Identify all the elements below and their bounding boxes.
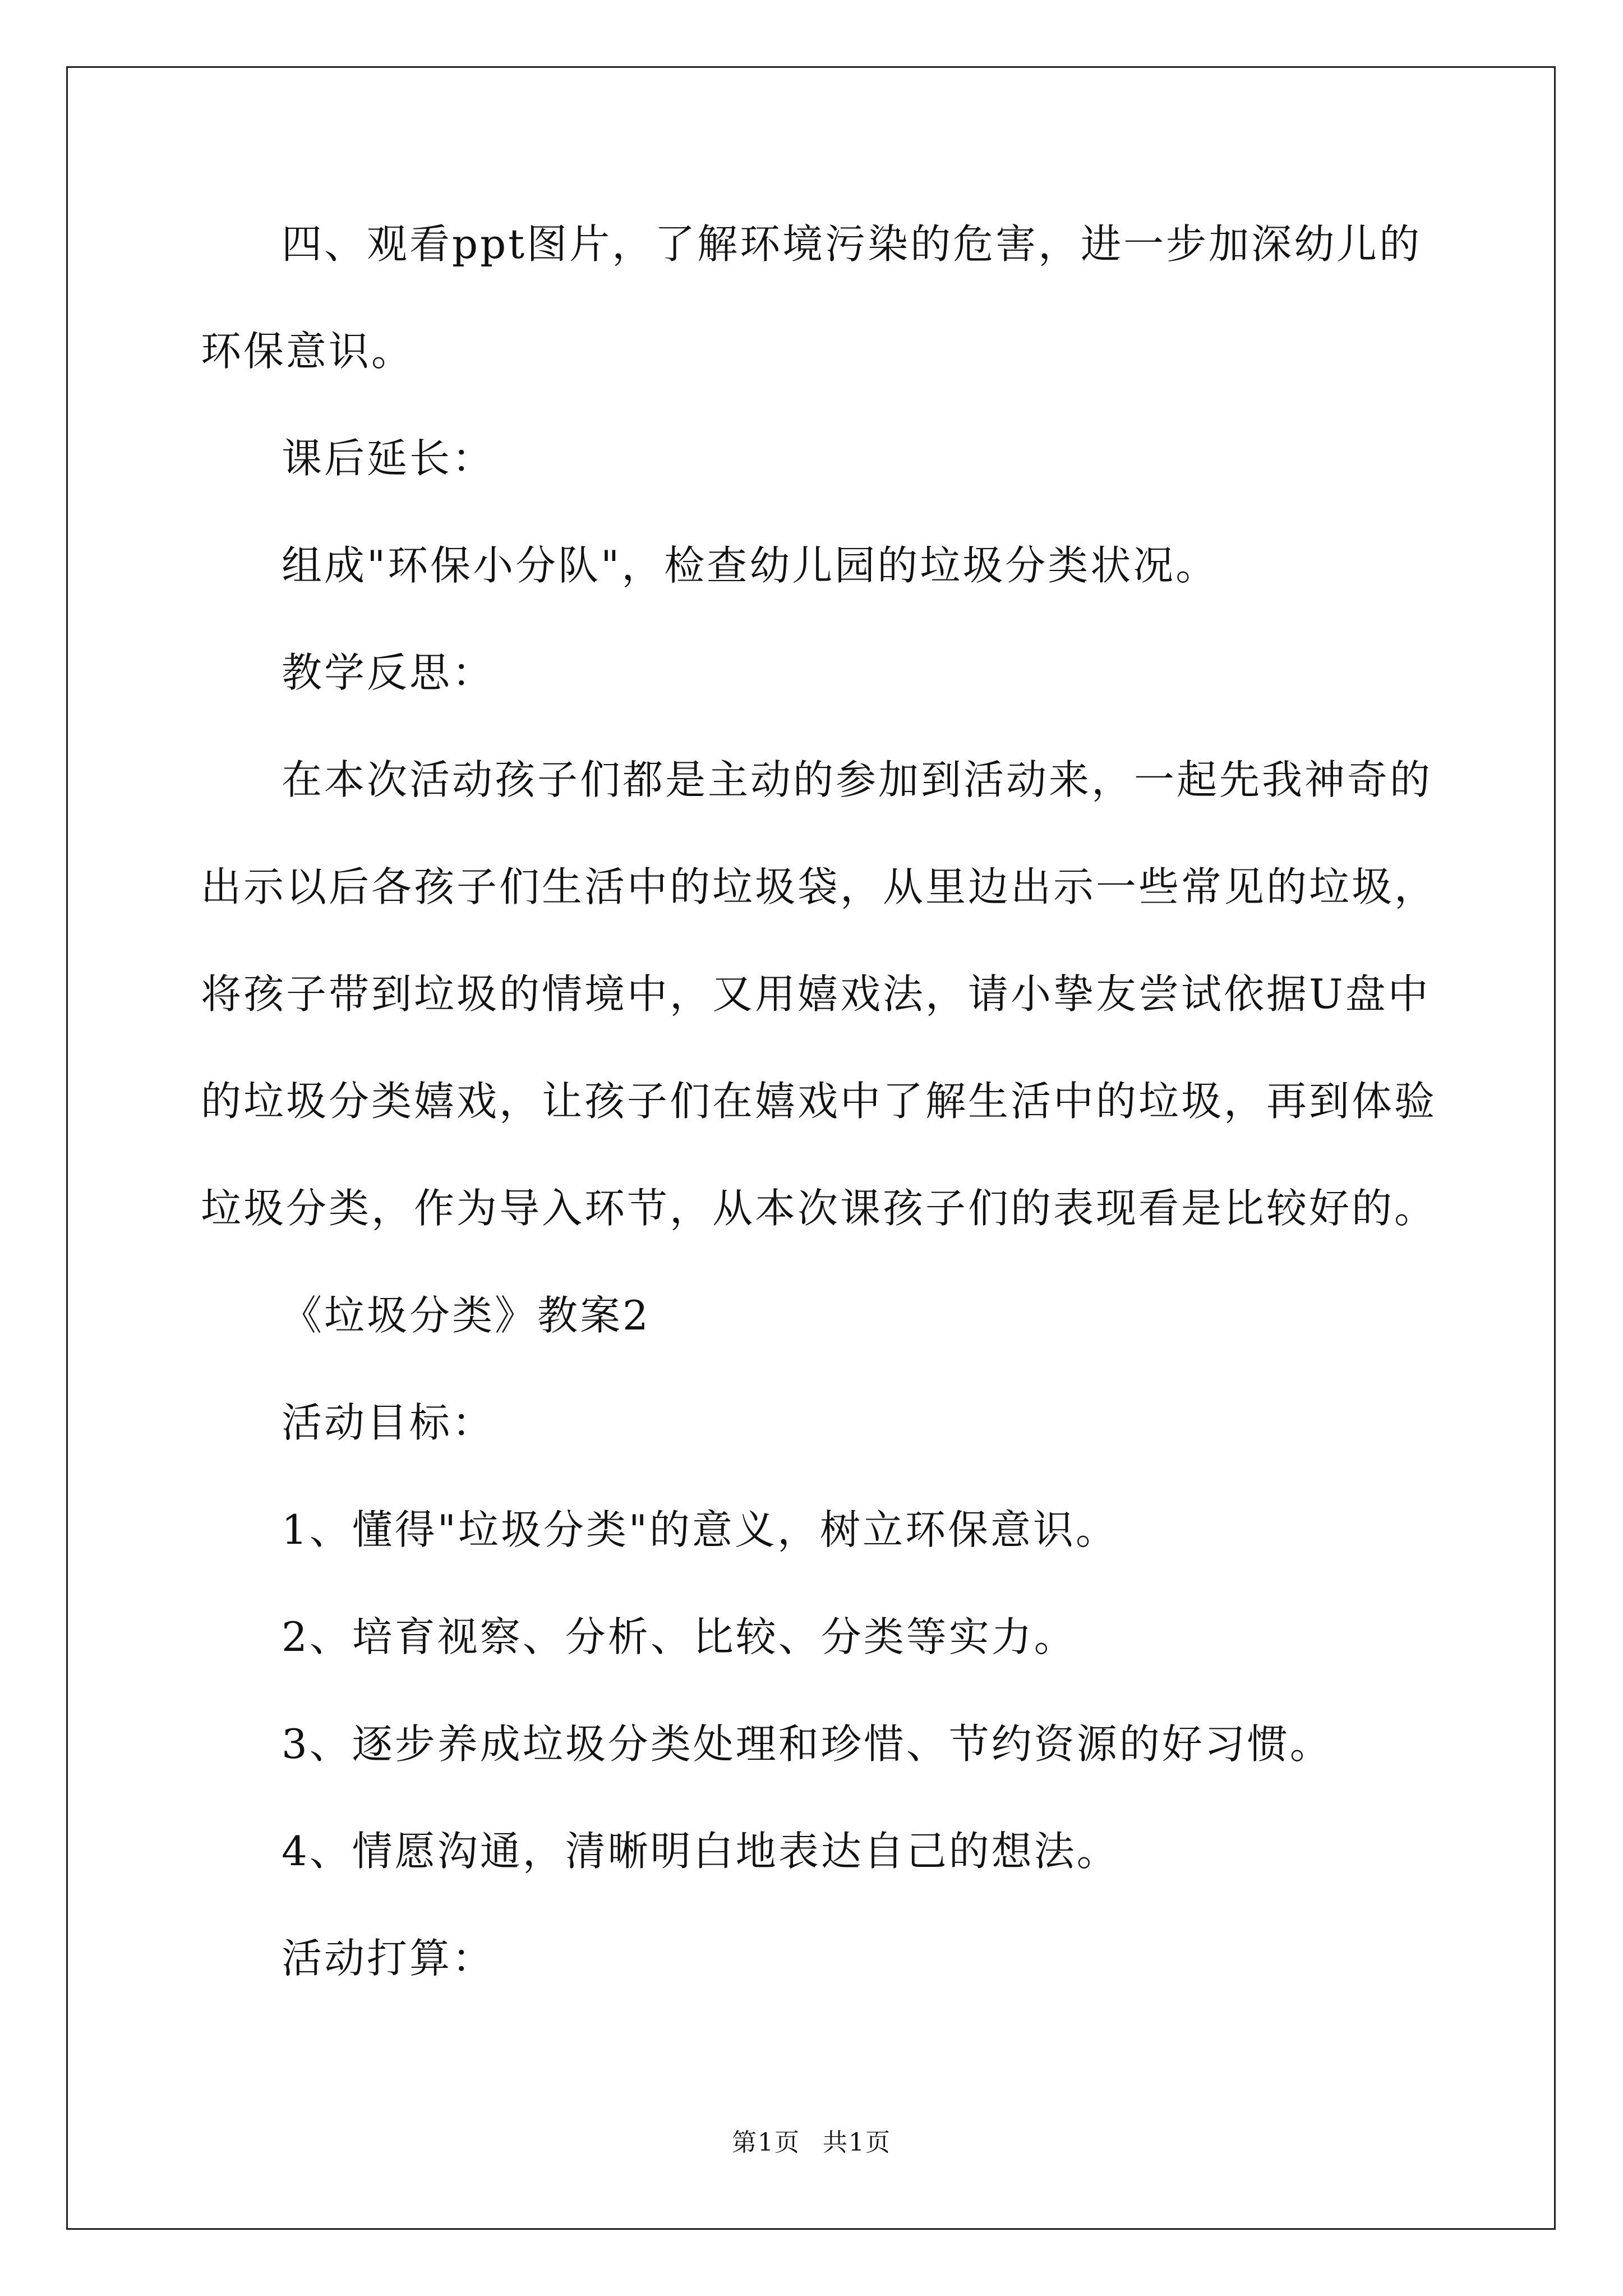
paragraph-lesson-title: 《垃圾分类》教案2 [282, 1292, 651, 1339]
paragraph-goal-2: 2、培育视察、分析、比较、分类等实力。 [282, 1613, 1077, 1660]
paragraph-goal-1: 1、懂得"垃圾分类"的意义，树立环保意识。 [282, 1506, 1119, 1553]
page-footer [0, 2126, 1623, 2160]
paragraph-goal-4: 4、情愿沟通，清晰明白地表达自己的想法。 [282, 1828, 1119, 1875]
page-number-total: 共1页 [823, 2128, 891, 2157]
paragraph-ppt-observation: 四、观看ppt图片，了解环境污染的危害，进一步加深幼儿的环保意识。 [201, 220, 1422, 375]
page-number-current: 第1页 [732, 2128, 800, 2157]
paragraph-reflection-heading: 教学反思： [282, 649, 495, 696]
paragraph-reflection-body: 在本次活动孩子们都是主动的参加到活动来，一起先我神奇的出示以后各孩子们生活中的垃圾袋，从里边出示一些常见的垃圾，将孩子带到垃圾的情境中，又用嬉戏法，请小挚友尝试依据U盘中的垃圾分类嬉戏，让孩子们在嬉戏中了解生活中的垃圾，再到体验垃圾分类，作为导入环节，从本次课孩子们的表现看是比较好的。 [201, 756, 1437, 1232]
paragraph-eco-team: 组成"环保小分队"，检查幼儿园的垃圾分类状况。 [282, 542, 1219, 589]
paragraph-preparation-heading: 活动打算： [282, 1935, 495, 1982]
paragraph-goal-3: 3、逐步养成垃圾分类处理和珍惜、节约资源的好习惯。 [282, 1720, 1332, 1768]
paragraph-goals-heading: 活动目标： [282, 1399, 495, 1446]
paragraph-after-class-heading: 课后延长： [282, 435, 495, 482]
document-body [201, 191, 1463, 2012]
